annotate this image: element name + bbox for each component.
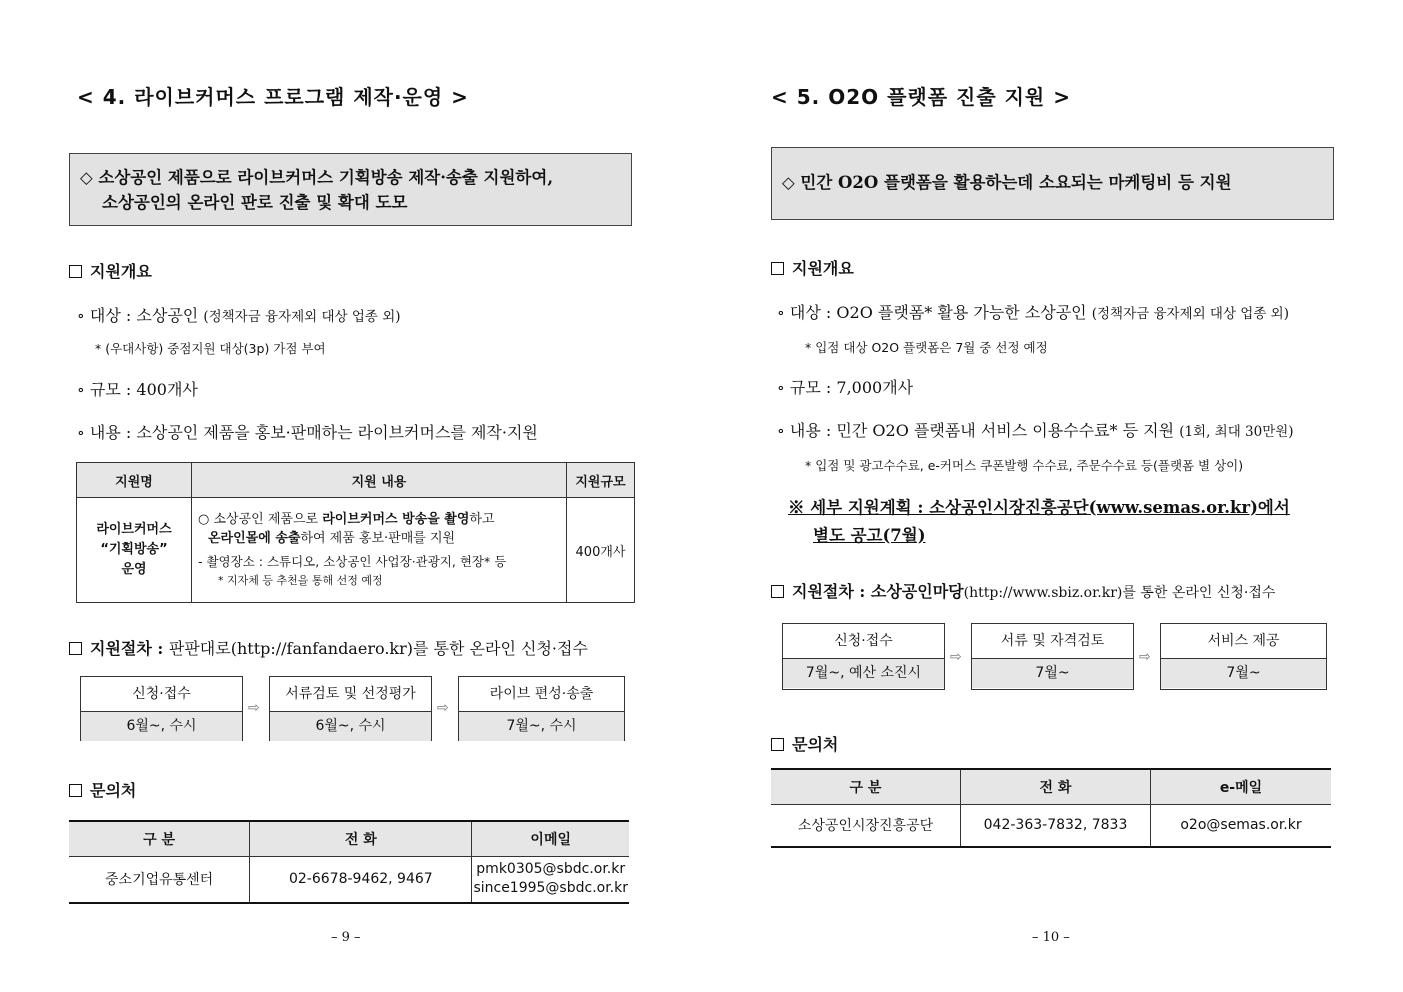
table-header: e-메일 — [1151, 769, 1332, 805]
goal-line-1: ◇ 소상공인 제품으로 라이브커머스 기획방송 제작·송출 지원하여, — [80, 168, 554, 187]
contact-email[interactable]: pmk0305@sbdc.or.kr since1995@sbdc.or.kr — [472, 857, 629, 903]
flow-step: 서류검토 및 선정평가 6월~, 수시 — [269, 676, 432, 741]
notice-line-2: 별도 공고(7월) — [813, 526, 926, 545]
page-title-right: < 5. O2O 플랫폼 진출 지원 > — [771, 85, 1071, 109]
notice-line-1: ※ 세부 지원계획 : 소상공인시장진흥공단(www.semas.or.kr)에서 — [788, 498, 1290, 517]
checkbox-square-icon — [69, 784, 82, 797]
checkbox-square-icon — [69, 642, 82, 655]
support-name-cell: 라이브커머스 “기획방송” 운영 — [77, 498, 192, 603]
target-line-right: ∘ 대상 : O2O 플랫폼* 활용 가능한 소상공인 (정책자금 융자제외 대상 업종 외) — [777, 303, 1289, 322]
contact-phone: 02-6678-9462, 9467 — [250, 857, 472, 903]
goal-line-2: 소상공인의 온라인 판로 진출 및 확대 도모 — [102, 193, 408, 212]
content-line-left: ∘ 내용 : 소상공인 제품을 홍보·판매하는 라이브커머스를 제작·지원 — [77, 423, 538, 442]
goal-box-left — [69, 153, 632, 226]
contact-table-right — [771, 768, 1331, 848]
table-header: 전 화 — [961, 769, 1151, 805]
procedure-text-right: (http://www.sbiz.or.kr)를 통한 온라인 신청·접수 — [963, 585, 1276, 601]
contact-phone: 042-363-7832, 7833 — [961, 805, 1151, 847]
checkbox-square-icon — [771, 262, 784, 275]
flow-step: 라이브 편성·송출 7월~, 수시 — [458, 676, 625, 741]
content-line-right: ∘ 내용 : 민간 O2O 플랫폼내 서비스 이용수수료* 등 지원 (1회, 최대 30만원) — [777, 421, 1294, 440]
contact-table-left — [69, 820, 629, 904]
support-scale-cell: 400개사 — [567, 498, 635, 603]
target-note-right: * 입점 대상 O2O 플랫폼은 7월 중 선정 예정 — [805, 340, 1048, 355]
page-number-right: – 10 – — [1032, 930, 1070, 945]
table-header: 이메일 — [472, 821, 629, 857]
checkbox-square-icon — [69, 265, 82, 278]
contact-heading-right: 문의처 — [771, 732, 838, 755]
arrow-right-icon: ⇨ — [1139, 649, 1151, 665]
goal-box-right — [771, 147, 1334, 220]
procedure-heading-left: 지원절차 : 판판대로(http://fanfandaero.kr)를 통한 온라인 신청·접수 — [69, 636, 588, 659]
page-title-left: < 4. 라이브커머스 프로그램 제작·운영 > — [77, 85, 469, 109]
overview-heading-left: 지원개요 — [69, 259, 152, 282]
content-note-right: * 입점 및 광고수수료, e-커머스 쿠폰발행 수수료, 주문수수료 등(플랫폼 별 상이) — [805, 458, 1244, 473]
contact-heading-left: 문의처 — [69, 778, 136, 801]
contact-org: 소상공인시장진흥공단 — [771, 805, 961, 847]
checkbox-square-icon — [771, 585, 784, 598]
table-header: 구 분 — [771, 769, 961, 805]
table-header: 지원규모 — [567, 463, 635, 498]
arrow-right-icon: ⇨ — [950, 649, 962, 665]
target-line-left: ∘ 대상 : 소상공인 (정책자금 융자제외 대상 업종 외) — [77, 306, 401, 325]
target-note-left: * (우대사항) 중점지원 대상(3p) 가점 부여 — [95, 341, 326, 356]
overview-heading-right: 지원개요 — [771, 256, 854, 279]
arrow-right-icon: ⇨ — [437, 700, 449, 716]
procedure-heading-right: 지원절차 : 소상공인마당(http://www.sbiz.or.kr)를 통한 온라인 신청·접수 — [771, 579, 1275, 602]
flow-step: 서비스 제공 7월~ — [1160, 623, 1327, 690]
flow-step: 서류 및 자격검토 7월~ — [971, 623, 1134, 690]
support-detail-cell: ○ 소상공인 제품으로 라이브커머스 방송을 촬영하고 온라인몰에 송출하여 제품 홍보·판매를 지원 - 촬영장소 : 스튜디오, 소상공인 사업장·관광지, 현장* 등 * 지자체 등 추천을 통해 선정 예정 — [192, 498, 567, 603]
scale-line-left: ∘ 규모 : 400개사 — [77, 380, 198, 399]
support-table — [76, 462, 635, 603]
scale-line-right: ∘ 규모 : 7,000개사 — [777, 378, 914, 397]
contact-email[interactable]: o2o@semas.or.kr — [1151, 805, 1332, 847]
checkbox-square-icon — [771, 738, 784, 751]
table-header: 전 화 — [250, 821, 472, 857]
table-header: 지원 내용 — [192, 463, 567, 498]
flow-step: 신청·접수 6월~, 수시 — [80, 676, 243, 741]
page-number-left: – 9 – — [331, 930, 361, 945]
procedure-text-left: 판판대로(http://fanfandaero.kr)를 통한 온라인 신청·접수 — [168, 639, 588, 658]
table-header: 지원명 — [77, 463, 192, 498]
goal-line: ◇ 민간 O2O 플랫폼을 활용하는데 소요되는 마케팅비 등 지원 — [782, 173, 1232, 192]
arrow-right-icon: ⇨ — [248, 700, 260, 716]
flow-step: 신청·접수 7월~, 예산 소진시 — [782, 623, 945, 690]
table-header: 구 분 — [69, 821, 250, 857]
contact-org: 중소기업유통센터 — [69, 857, 250, 903]
